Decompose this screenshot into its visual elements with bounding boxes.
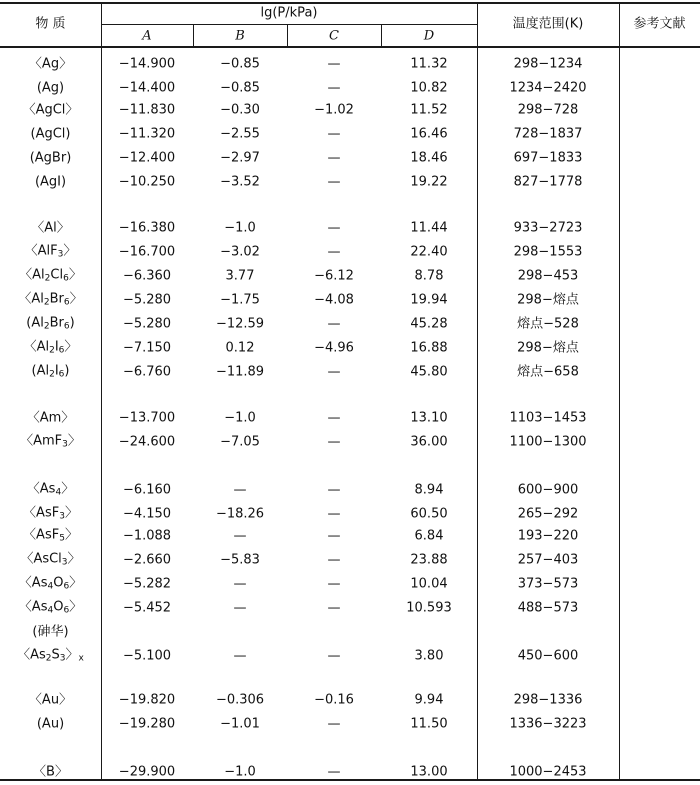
- cell-c: —: [327, 434, 341, 450]
- cell-d: 16.46: [410, 126, 448, 142]
- header-temp-range: 温度范围(K): [512, 16, 584, 32]
- cell-substance: 〈Al〉: [31, 220, 70, 236]
- header-reference: 参考文献: [633, 16, 686, 32]
- cell-a: −1.088: [122, 528, 172, 544]
- cell-b: −7.05: [220, 434, 260, 450]
- cell-substance: $(Al_2Br_6)$: [26, 315, 75, 332]
- cell-b: −0.85: [220, 80, 260, 96]
- cell-temp-range: 298−453: [517, 268, 579, 284]
- cell-substance: 〈AsCl$_3$〉: [20, 551, 81, 568]
- cell-b: −0.85: [220, 56, 260, 72]
- cell-d: 10.593: [406, 600, 452, 616]
- cell-d: 23.88: [410, 552, 448, 568]
- cell-c: —: [327, 126, 341, 142]
- cell-d: 22.40: [410, 244, 448, 260]
- cell-a: −14.400: [118, 80, 176, 96]
- cell-substance: (AgCl): [30, 126, 71, 142]
- cell-substance: (砷华): [32, 624, 69, 640]
- cell-b: −0.30: [220, 102, 260, 118]
- cell-substance: 〈B〉: [33, 764, 68, 780]
- cell-temp-range: 450−600: [517, 648, 579, 664]
- top-border: [0, 2, 700, 4]
- cell-a: −16.380: [118, 220, 176, 236]
- cell-d: 16.88: [410, 340, 448, 356]
- cell-d: 10.04: [410, 576, 448, 592]
- cell-substance: 〈$As_4O_6$〉: [18, 599, 83, 616]
- cell-d: 8.78: [414, 268, 444, 284]
- cell-temp-range: 熔点−528: [517, 316, 579, 332]
- cell-a: −6.760: [122, 364, 172, 380]
- cell-d: 11.50: [410, 716, 448, 732]
- cell-c: —: [327, 600, 341, 616]
- cell-b: —: [233, 600, 247, 616]
- cell-d: 19.22: [410, 174, 448, 190]
- cell-c: —: [327, 150, 341, 166]
- cell-c: —: [327, 764, 341, 780]
- cell-substance: 〈AsF$_5$〉: [23, 527, 78, 544]
- cell-a: −14.900: [118, 56, 176, 72]
- cell-a: −11.830: [118, 102, 176, 118]
- cell-b: −11.89: [215, 364, 265, 380]
- cell-substance: (AgI): [34, 174, 67, 190]
- cell-b: −5.83: [220, 552, 260, 568]
- cell-b: −2.55: [220, 126, 260, 142]
- cell-temp-range: 373−573: [517, 576, 579, 592]
- cell-d: 45.28: [410, 316, 448, 332]
- header-col-a: A: [142, 28, 152, 44]
- cell-c: −0.16: [314, 692, 354, 708]
- cell-substance: 〈AgCl〉: [22, 102, 79, 118]
- cell-a: −4.150: [122, 506, 172, 522]
- cell-b: −2.97: [220, 150, 260, 166]
- cell-c: —: [327, 576, 341, 592]
- cell-c: —: [327, 716, 341, 732]
- cell-a: −13.700: [118, 410, 176, 426]
- cell-a: −5.282: [122, 576, 172, 592]
- cell-a: −10.250: [118, 174, 176, 190]
- cell-b: 3.77: [225, 268, 255, 284]
- cell-c: —: [327, 220, 341, 236]
- cell-d: 18.46: [410, 150, 448, 166]
- cell-a: −16.700: [118, 244, 176, 260]
- cell-c: —: [327, 552, 341, 568]
- header-col-d: D: [423, 28, 435, 44]
- cell-d: 10.82: [410, 80, 448, 96]
- cell-c: —: [327, 316, 341, 332]
- cell-b: −12.59: [215, 316, 265, 332]
- col-divider-1: [101, 2, 102, 780]
- cell-substance: 〈$Al_2I_6$〉: [23, 339, 78, 356]
- cell-c: −4.96: [314, 340, 354, 356]
- cell-substance: 〈AmF$_3$〉: [20, 433, 81, 450]
- cell-a: −11.320: [118, 126, 176, 142]
- cell-temp-range: 697−1833: [513, 150, 583, 166]
- cell-a: −5.280: [122, 316, 172, 332]
- cell-b: −1.0: [224, 764, 256, 780]
- header-lg-p: lg(P/kPa): [260, 5, 318, 21]
- cell-c: −6.12: [314, 268, 354, 284]
- cell-d: 11.32: [410, 56, 448, 72]
- cell-temp-range: 1234−2420: [509, 80, 587, 96]
- cell-c: —: [327, 364, 341, 380]
- cell-b: −3.02: [220, 244, 260, 260]
- cell-temp-range: 1000−2453: [509, 764, 587, 780]
- cell-d: 6.84: [414, 528, 444, 544]
- cell-temp-range: 1100−1300: [509, 434, 587, 450]
- cell-temp-range: 257−403: [517, 552, 579, 568]
- cell-substance: 〈$Al_2Br_6$〉: [18, 291, 83, 308]
- cell-c: —: [327, 244, 341, 260]
- cell-substance: (AgBr): [29, 150, 72, 166]
- cell-b: −18.26: [215, 506, 265, 522]
- cell-b: −0.306: [215, 692, 265, 708]
- cell-a: −2.660: [122, 552, 172, 568]
- cell-a: −6.360: [122, 268, 172, 284]
- cell-d: 45.80: [410, 364, 448, 380]
- cell-a: −5.280: [122, 292, 172, 308]
- cell-a: −12.400: [118, 150, 176, 166]
- cell-a: −6.160: [122, 482, 172, 498]
- cell-temp-range: 298−1553: [513, 244, 583, 260]
- cell-substance: 〈$As_2S_3$〉$_x$: [17, 647, 84, 664]
- cell-temp-range: 298−1234: [513, 56, 583, 72]
- cell-substance: (Ag): [36, 80, 65, 96]
- header-col-b: B: [235, 28, 245, 44]
- col-divider-3: [619, 2, 620, 780]
- cell-d: 9.94: [414, 692, 444, 708]
- cell-d: 8.94: [414, 482, 444, 498]
- cell-b: —: [233, 528, 247, 544]
- header-bottom-border: [0, 46, 700, 48]
- cell-temp-range: 1103−1453: [509, 410, 587, 426]
- cell-a: −29.900: [118, 764, 176, 780]
- cell-substance: 〈$As_4$〉: [26, 481, 75, 498]
- cell-c: —: [327, 410, 341, 426]
- col-divider-2: [477, 2, 478, 780]
- cell-d: 13.00: [410, 764, 448, 780]
- header-substance: 物 质: [35, 16, 66, 32]
- cell-b: −3.52: [220, 174, 260, 190]
- cell-c: —: [327, 528, 341, 544]
- cell-substance: 〈$Al_2Cl_6$〉: [19, 267, 82, 284]
- cell-d: 11.52: [410, 102, 448, 118]
- cell-b: −1.75: [220, 292, 260, 308]
- bottom-border: [0, 779, 700, 781]
- cell-a: −5.452: [122, 600, 172, 616]
- cell-d: 36.00: [410, 434, 448, 450]
- cell-temp-range: 265−292: [517, 506, 579, 522]
- cell-substance: 〈AsF$_3$〉: [23, 505, 78, 522]
- cell-d: 13.10: [410, 410, 448, 426]
- cell-substance: 〈$As_4O_6$〉: [18, 575, 83, 592]
- cell-substance: 〈Am〉: [26, 410, 75, 426]
- cell-temp-range: 298−1336: [513, 692, 583, 708]
- cell-c: —: [327, 648, 341, 664]
- cell-temp-range: 1336−3223: [509, 716, 587, 732]
- cell-temp-range: 728−1837: [513, 126, 583, 142]
- header-col-c: C: [329, 28, 339, 44]
- cell-substance: $(Al_2I_6)$: [31, 363, 70, 380]
- vapor-pressure-table: [0, 2, 700, 781]
- header-group-divider: [101, 24, 477, 25]
- cell-temp-range: 熔点−658: [517, 364, 579, 380]
- cell-temp-range: 298−熔点: [517, 340, 579, 356]
- cell-d: 3.80: [414, 648, 444, 664]
- cell-temp-range: 827−1778: [513, 174, 583, 190]
- cell-c: —: [327, 482, 341, 498]
- cell-temp-range: 488−573: [517, 600, 579, 616]
- cell-b: —: [233, 576, 247, 592]
- cell-b: 0.12: [225, 340, 255, 356]
- cell-c: —: [327, 80, 341, 96]
- cell-c: —: [327, 174, 341, 190]
- cell-d: 60.50: [410, 506, 448, 522]
- cell-a: −19.820: [118, 692, 176, 708]
- cell-temp-range: 600−900: [517, 482, 579, 498]
- cell-c: −1.02: [314, 102, 354, 118]
- cell-temp-range: 298−728: [517, 102, 579, 118]
- cell-c: −4.08: [314, 292, 354, 308]
- cell-d: 19.94: [410, 292, 448, 308]
- cell-b: —: [233, 482, 247, 498]
- cell-substance: (Au): [36, 716, 65, 732]
- cell-b: −1.0: [224, 220, 256, 236]
- cell-b: −1.01: [220, 716, 260, 732]
- cell-c: —: [327, 506, 341, 522]
- cell-a: −5.100: [122, 648, 172, 664]
- cell-a: −7.150: [122, 340, 172, 356]
- cell-temp-range: 933−2723: [513, 220, 583, 236]
- cell-c: —: [327, 56, 341, 72]
- cell-temp-range: 298−熔点: [517, 292, 579, 308]
- cell-d: 11.44: [410, 220, 448, 236]
- cell-substance: 〈Au〉: [28, 692, 73, 708]
- cell-b: −1.0: [224, 410, 256, 426]
- cell-temp-range: 193−220: [517, 528, 579, 544]
- cell-substance: 〈AlF$_3$〉: [24, 243, 77, 260]
- cell-substance: 〈Ag〉: [28, 56, 73, 72]
- cell-a: −19.280: [118, 716, 176, 732]
- cell-a: −24.600: [118, 434, 176, 450]
- cell-b: —: [233, 648, 247, 664]
